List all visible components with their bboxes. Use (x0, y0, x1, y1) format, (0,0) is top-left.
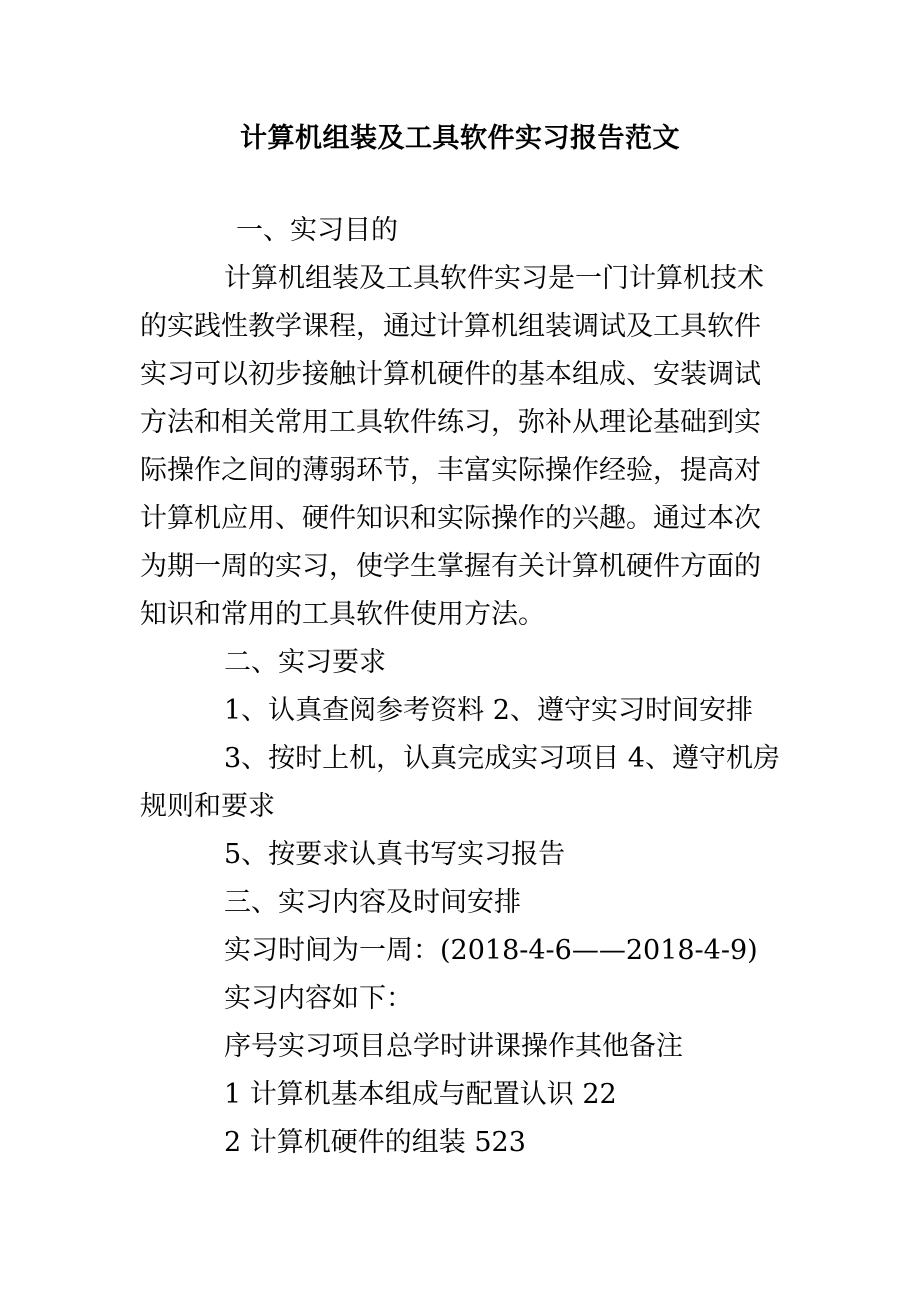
paragraph-line: 实习内容如下： (224, 983, 413, 1014)
paragraph-line: 3、按时上机，认真完成实习项目 4、遵守机房 (224, 743, 780, 774)
document-title: 计算机组装及工具软件实习报告范文 (240, 123, 680, 154)
paragraph-line: 计算机组装及工具软件实习是一门计算机技术 (224, 263, 764, 294)
paragraph-line: 实习可以初步接触计算机硬件的基本组成、安装调试 (140, 359, 761, 390)
paragraph-line: 计算机应用、硬件知识和实际操作的兴趣。通过本次 (140, 503, 761, 534)
paragraph-line: 2 计算机硬件的组装 523 (224, 1127, 526, 1158)
paragraph-line: 1、认真查阅参考资料 2、遵守实习时间安排 (224, 695, 753, 726)
paragraph-line: 的实践性教学课程，通过计算机组装调试及工具软件 (140, 311, 761, 342)
paragraph-line: 际操作之间的薄弱环节，丰富实际操作经验，提高对 (140, 455, 761, 486)
paragraph-line: 序号实习项目总学时讲课操作其他备注 (224, 1031, 683, 1062)
paragraph-line: 一、实习目的 (236, 215, 398, 246)
paragraph-line: 实习时间为一周：(2018-4-6——2018-4-9) (224, 935, 758, 966)
paragraph-line: 5、按要求认真书写实习报告 (224, 839, 566, 870)
paragraph-line: 为期一周的实习，使学生掌握有关计算机硬件方面的 (140, 551, 761, 582)
paragraph-line: 方法和相关常用工具软件练习，弥补从理论基础到实 (140, 407, 761, 438)
paragraph-line: 1 计算机基本组成与配置认识 22 (224, 1079, 617, 1110)
paragraph-line: 知识和常用的工具软件使用方法。 (140, 599, 545, 630)
paragraph-line: 二、实习要求 (224, 647, 386, 678)
paragraph-line: 三、实习内容及时间安排 (224, 887, 521, 918)
paragraph-line: 规则和要求 (140, 791, 275, 822)
